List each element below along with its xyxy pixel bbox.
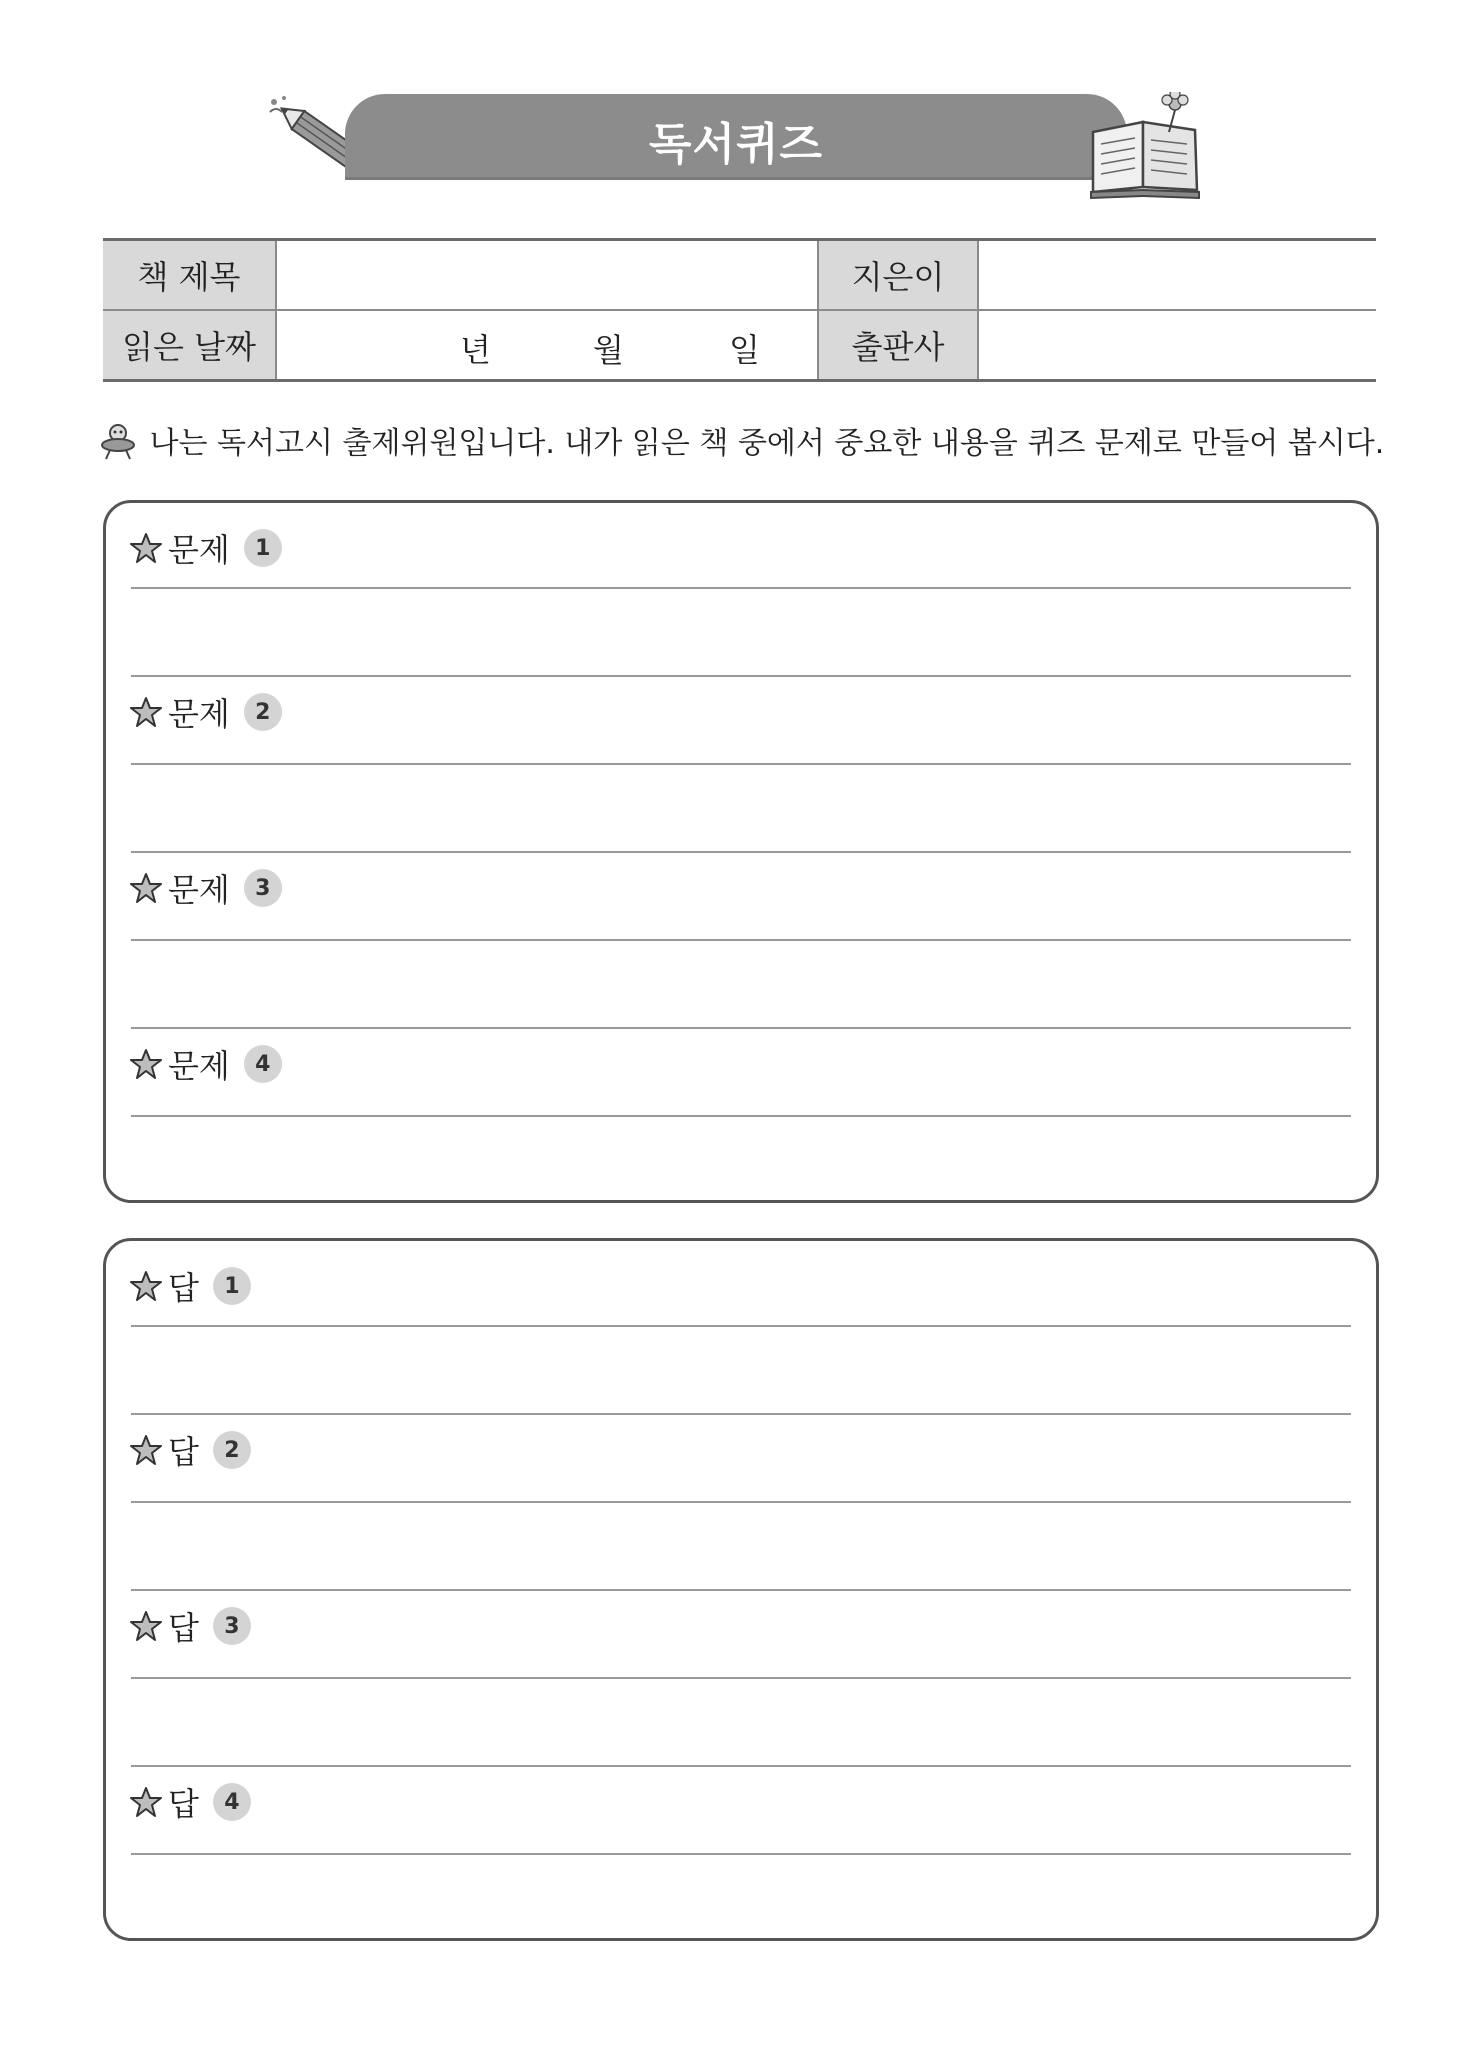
- question-2-line-1[interactable]: [131, 763, 1351, 765]
- answer-3-line-2[interactable]: [131, 1765, 1351, 1767]
- star-icon: [130, 1434, 162, 1466]
- author-field[interactable]: [978, 240, 1376, 311]
- instruction-text: 나는 독서고시 출제위원입니다. 내가 읽은 책 중에서 중요한 내용을 퀴즈 문제로 만들어 봅시다.: [149, 426, 1385, 461]
- number-badge: 1: [213, 1267, 251, 1305]
- answer-1-label: 답 1: [130, 1263, 251, 1309]
- question-1-label: 문제 1: [130, 525, 282, 571]
- answer-2-line-1[interactable]: [131, 1501, 1351, 1503]
- number-badge: 1: [244, 529, 282, 567]
- publisher-field[interactable]: [978, 310, 1376, 381]
- question-3-label: 문제 3: [130, 865, 282, 911]
- question-4-line-1[interactable]: [131, 1115, 1351, 1117]
- question-1-line-1[interactable]: [131, 587, 1351, 589]
- book-title-label: 책 제목: [103, 240, 276, 311]
- question-4-label: 문제 4: [130, 1041, 282, 1087]
- instruction: [100, 418, 1384, 469]
- book-info-table: [103, 238, 1376, 382]
- author-label: 지은이: [818, 240, 978, 311]
- month-unit: 월: [593, 331, 624, 369]
- answer-4-label: 답 4: [130, 1779, 251, 1825]
- star-icon: [130, 872, 162, 904]
- publisher-label: 출판사: [818, 310, 978, 381]
- star-icon: [130, 1786, 162, 1818]
- question-3-line-2[interactable]: [131, 1027, 1351, 1029]
- number-badge: 3: [213, 1607, 251, 1645]
- answer-3-label: 답 3: [130, 1603, 251, 1649]
- star-icon: [130, 1610, 162, 1642]
- open-book-icon: [1085, 92, 1205, 206]
- day-unit: 일: [729, 331, 760, 369]
- read-date-field[interactable]: [276, 310, 818, 381]
- question-2-label: 문제 2: [130, 689, 282, 735]
- number-badge: 2: [244, 693, 282, 731]
- question-2-line-2[interactable]: [131, 851, 1351, 853]
- star-icon: [130, 1270, 162, 1302]
- answers-box: [103, 1238, 1379, 1941]
- year-unit: 년: [460, 331, 491, 369]
- answer-1-line-1[interactable]: [131, 1325, 1351, 1327]
- answer-3-line-1[interactable]: [131, 1677, 1351, 1679]
- star-icon: [130, 1048, 162, 1080]
- title-banner: [345, 94, 1127, 180]
- number-badge: 3: [244, 869, 282, 907]
- question-1-line-2[interactable]: [131, 675, 1351, 677]
- ufo-icon: [100, 421, 136, 469]
- question-3-line-1[interactable]: [131, 939, 1351, 941]
- answer-2-label: 답 2: [130, 1427, 251, 1473]
- answer-2-line-2[interactable]: [131, 1589, 1351, 1591]
- number-badge: 4: [244, 1045, 282, 1083]
- answer-4-line-1[interactable]: [131, 1853, 1351, 1855]
- page-title: 독서퀴즈: [648, 119, 823, 170]
- read-date-label: 읽은 날짜: [103, 310, 276, 381]
- star-icon: [130, 696, 162, 728]
- star-icon: [130, 532, 162, 564]
- book-title-field[interactable]: [276, 240, 818, 311]
- answer-1-line-2[interactable]: [131, 1413, 1351, 1415]
- number-badge: 4: [213, 1783, 251, 1821]
- number-badge: 2: [213, 1431, 251, 1469]
- questions-box: [103, 500, 1379, 1203]
